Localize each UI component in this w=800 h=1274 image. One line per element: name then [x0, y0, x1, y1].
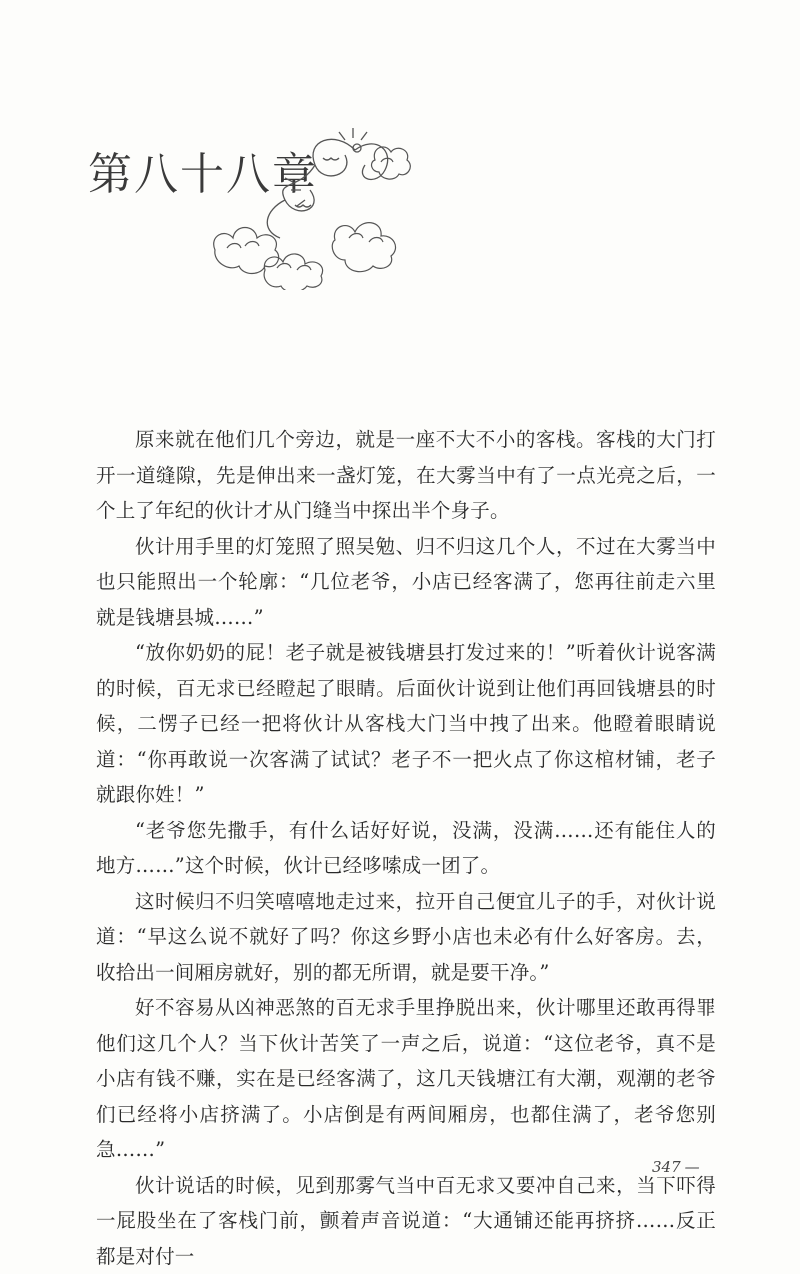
- dragon-cloud-ornament: [205, 120, 415, 290]
- paragraph: 伙计用手里的灯笼照了照吴勉、归不归这几个人，不过在大雾当中也只能照出一个轮廓：“几位老爷，小店已经客满了，您再往前走六里就是钱塘县城……”: [96, 529, 716, 636]
- paragraph: 这时候归不归笑嘻嘻地走过来，拉开自己便宜儿子的手，对伙计说道：“早这么说不就好了吗？你这乡野小店也未必有什么好客房。去，收拾出一间厢房就好，别的都无所谓，就是要干净。”: [96, 884, 716, 991]
- paragraph: 原来就在他们几个旁边，就是一座不大不小的客栈。客栈的大门打开一道缝隙，先是伸出来一盏灯笼，在大雾当中有了一点光亮之后，一个上了年纪的伙计才从门缝当中探出半个身子。: [96, 422, 716, 529]
- paragraph: 伙计说话的时候，见到那雾气当中百无求又要冲自己来，当下吓得一屁股坐在了客栈门前，颤着声音说道：“大通铺还能再挤挤……反正都是对付一: [96, 1168, 716, 1274]
- page-number-value: 347: [652, 1158, 681, 1176]
- body-text: [96, 422, 716, 1274]
- paragraph: “放你奶奶的屁！老子就是被钱塘县打发过来的！”听着伙计说客满的时候，百无求已经瞪起了眼睛。后面伙计说到让他们再回钱塘县的时候，二愣子已经一把将伙计从客栈大门当中拽了出来。他瞪着眼睛说道：“你再敢说一次客满了试试？老子不一把火点了你这棺材铺，老子就跟你姓！”: [96, 635, 716, 813]
- page-number: [652, 1158, 700, 1176]
- paragraph: 好不容易从凶神恶煞的百无求手里挣脱出来，伙计哪里还敢再得罪他们这几个人？当下伙计苦笑了一声之后，说道：“这位老爷，真不是小店有钱不赚，实在是已经客满了，这几天钱塘江有大潮，观潮的老爷们已经将小店挤满了。小店倒是有两间厢房，也都住满了，老爷您别急……”: [96, 990, 716, 1168]
- page-number-dash: —: [685, 1158, 700, 1176]
- paragraph: “老爷您先撒手，有什么话好好说，没满，没满……还有能住人的地方……”这个时候，伙计已经哆嗦成一团了。: [96, 813, 716, 884]
- chapter-title: 第八十八章: [88, 138, 318, 202]
